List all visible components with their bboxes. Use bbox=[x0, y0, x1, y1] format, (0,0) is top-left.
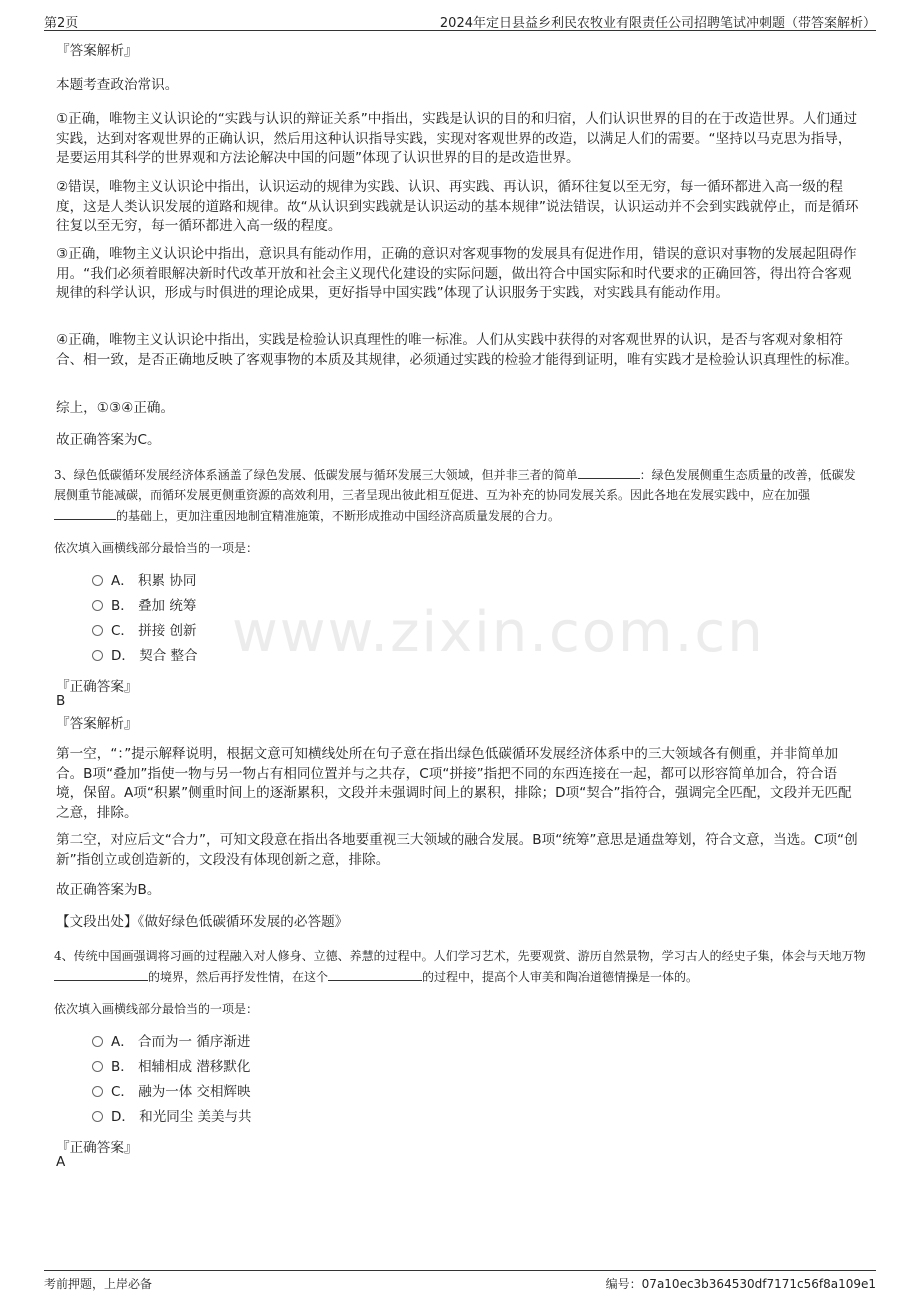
analysis-conclusion: 故正确答案为C。 bbox=[56, 432, 161, 448]
radio-icon[interactable] bbox=[92, 575, 103, 586]
option-text: 相辅相成 潜移默化 bbox=[138, 1059, 251, 1075]
analysis-paragraph: ②错误，唯物主义认识论中指出，认识运动的规律为实践、认识、再实践、再认识，循环往复以至无穷，每一循环都进入高一级的程度，这是人类认识发展的道路和规律。故“从认识到实践就是认识运动的基本规律”说法错误，认识运动并不会到实践就停止，而是循环往复以至无穷，每一循环都进入高一级的程度。 bbox=[56, 179, 859, 234]
analysis-heading: 『答案解析』 bbox=[56, 716, 138, 732]
analysis-paragraph: ④正确，唯物主义认识论中指出，实践是检验认识真理性的唯一标准。人们从实践中获得的对客观世界的认识，是否与客观对象相符合、相一致，是否正确地反映了客观事物的本质及其规律，必须通过实践的检验才能得到证明，唯有实践才是检验认识真理性的标准。 bbox=[56, 332, 859, 368]
analysis-paragraph: ①正确，唯物主义认识论的“实践与认识的辩证关系”中指出，实践是认识的目的和归宿，人们认识世界的目的在于改造世界。人们通过实践，达到对客观世界的正确认识，然后用这种认识指导实践，实现对客观世界的改造，以满足人们的需要。“坚持以马克思为指导，是要运用其科学的世界观和方法论解决中国的问题”体现了认识世界的目的是改造世界。 bbox=[56, 111, 858, 166]
option-d[interactable] bbox=[92, 646, 198, 666]
radio-icon[interactable] bbox=[92, 600, 103, 611]
option-letter: A． bbox=[111, 573, 134, 589]
analysis-paragraph: 第二空，对应后文“合力”，可知文段意在指出各地要重视三大领域的融合发展。B项“统筹”意思是通盘筹划，符合文意，当选。C项“创新”指创立或创造新的，文段没有体现创新之意，排除。 bbox=[56, 832, 858, 868]
stem-text: 3、绿色低碳循环发展经济体系涵盖了绿色发展、低碳发展与循环发展三大领域，但并非三者的简单 bbox=[54, 468, 578, 482]
stem-text: 4、传统中国画强调将习画的过程融入对人修身、立德、养慧的过程中。人们学习艺术，先要观赏、游历自然景物，学习古人的经史子集，体会与天地万物 bbox=[54, 949, 866, 963]
question-4-stem bbox=[54, 946, 866, 987]
option-letter: C． bbox=[111, 623, 134, 639]
analysis-heading: 『答案解析』 bbox=[56, 43, 138, 59]
analysis-intro: 本题考查政治常识。 bbox=[56, 77, 179, 93]
option-b[interactable] bbox=[92, 1057, 250, 1077]
watermark: www.zixin.com.cn bbox=[232, 600, 765, 665]
radio-icon[interactable] bbox=[92, 1086, 103, 1097]
option-d[interactable] bbox=[92, 1107, 252, 1127]
option-b[interactable] bbox=[92, 596, 196, 616]
correct-answer-heading: 『正确答案』 bbox=[56, 1140, 138, 1156]
option-text: 契合 整合 bbox=[139, 648, 198, 664]
correct-answer-heading: 『正确答案』 bbox=[56, 679, 138, 695]
option-text: 拼接 创新 bbox=[138, 623, 197, 639]
page-footer bbox=[44, 1270, 876, 1293]
option-a[interactable] bbox=[92, 1032, 250, 1052]
question-3-stem bbox=[54, 464, 866, 526]
source-citation: 【文段出处】《做好绿色低碳循环发展的必答题》 bbox=[56, 914, 349, 930]
fill-blank bbox=[54, 505, 116, 520]
option-letter: D． bbox=[111, 1109, 135, 1125]
stem-text: ：绿色发展侧重生态质量的改善，低碳发展侧重节能减碳，而循环发展更侧重资源的高效利用，三者呈现出彼此相互促进、互为补充的协同发展关系。因此各地在发展实践中，应在加强 bbox=[54, 468, 856, 502]
option-c[interactable] bbox=[92, 1082, 251, 1102]
stem-text: 的过程中，提高个人审美和陶冶道德情操是一体的。 bbox=[422, 970, 699, 984]
correct-answer: A bbox=[56, 1154, 66, 1170]
radio-icon[interactable] bbox=[92, 625, 103, 636]
option-letter: A． bbox=[111, 1034, 134, 1050]
correct-answer: B bbox=[56, 693, 66, 709]
fill-blank bbox=[578, 464, 640, 479]
page-number: 第2页 bbox=[44, 16, 79, 31]
radio-icon[interactable] bbox=[92, 650, 103, 661]
question-prompt: 依次填入画横线部分最恰当的一项是： bbox=[54, 541, 259, 555]
page-header bbox=[44, 10, 876, 31]
option-text: 合而为一 循序渐进 bbox=[138, 1034, 251, 1050]
footer-slogan: 考前押题，上岸必备 bbox=[44, 1277, 153, 1291]
question-prompt: 依次填入画横线部分最恰当的一项是： bbox=[54, 1002, 259, 1016]
option-letter: B． bbox=[111, 1059, 134, 1075]
option-letter: C． bbox=[111, 1084, 134, 1100]
option-letter: D． bbox=[111, 648, 135, 664]
stem-text: 的基础上，更加注重因地制宜精准施策，不断形成推动中国经济高质量发展的合力。 bbox=[116, 509, 561, 523]
option-letter: B． bbox=[111, 598, 134, 614]
option-text: 叠加 统筹 bbox=[138, 598, 197, 614]
radio-icon[interactable] bbox=[92, 1111, 103, 1122]
document-title: 2024年定日县益乡利民农牧业有限责任公司招聘笔试冲刺题（带答案解析） bbox=[439, 16, 876, 31]
option-text: 融为一体 交相辉映 bbox=[138, 1084, 251, 1100]
stem-text: 的境界，然后再抒发性情，在这个 bbox=[148, 970, 329, 984]
option-a[interactable] bbox=[92, 571, 196, 591]
option-text: 积累 协同 bbox=[138, 573, 197, 589]
analysis-paragraph: ③正确，唯物主义认识论中指出，意识具有能动作用，正确的意识对客观事物的发展具有促进作用，错误的意识对事物的发展起阻碍作用。“我们必须着眼解决新时代改革开放和社会主义现代化建设的实际问题，做出符合中国实际和时代要求的正确回答，得出符合客观规律的科学认识，形成与时俱进的理论成果，更好指导中国实践”体现了认识服务于实践，对实践具有能动作用。 bbox=[56, 246, 857, 301]
option-c[interactable] bbox=[92, 621, 197, 641]
analysis-conclusion: 故正确答案为B。 bbox=[56, 882, 161, 898]
option-text: 和光同尘 美美与共 bbox=[139, 1109, 252, 1125]
radio-icon[interactable] bbox=[92, 1036, 103, 1047]
analysis-summary: 综上，①③④正确。 bbox=[56, 400, 175, 416]
radio-icon[interactable] bbox=[92, 1061, 103, 1072]
fill-blank bbox=[54, 966, 148, 981]
fill-blank bbox=[328, 966, 422, 981]
analysis-paragraph: 第一空，“：”提示解释说明，根据文意可知横线处所在句子意在指出绿色低碳循环发展经济体系中的三大领域各有侧重，并非简单加合。B项“叠加”指使一物与另一物占有相同位置并与之共存，C项“拼接”指把不同的东西连接在一起，都可以形容简单加合，符合语境，保留。A项“积累”侧重时间上的逐渐累积，文段并未强调时间上的累积，排除；D项“契合”指符合，强调完全匹配，文段并无匹配之意，排除。 bbox=[56, 746, 852, 821]
document-id: 编号：07a10ec3b364530df7171c56f8a109e1 bbox=[605, 1277, 876, 1291]
